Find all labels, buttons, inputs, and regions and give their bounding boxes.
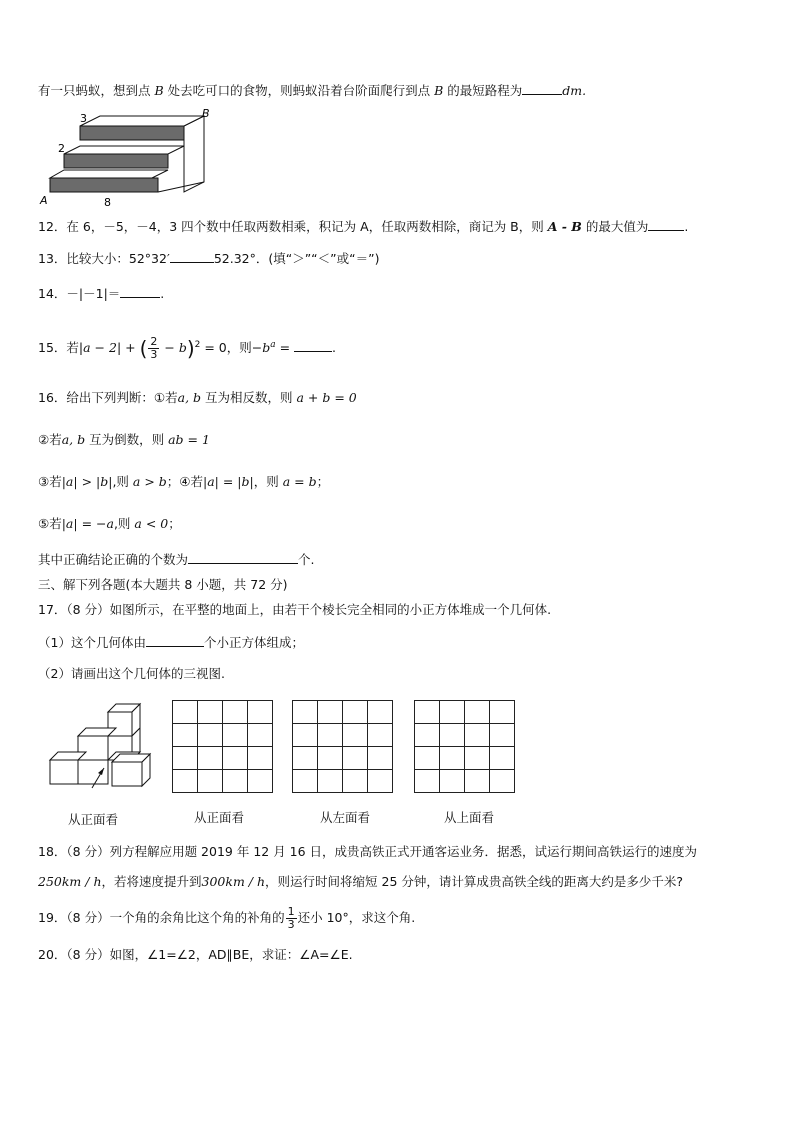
staircase-figure bbox=[34, 108, 224, 210]
label-8: 8 bbox=[104, 196, 111, 209]
answer-blank bbox=[146, 634, 204, 647]
grid-top-view[interactable] bbox=[414, 700, 515, 793]
grid-front-view[interactable] bbox=[172, 700, 273, 793]
label-b: B bbox=[202, 108, 210, 120]
q20-text: 20．（8 分）如图，∠1=∠2，AD∥BE，求证：∠A=∠E. bbox=[38, 947, 353, 962]
q17-text: 17．（8 分）如图所示，在平整的地面上，由若干个棱长完全相同的小正方体堆成一个几何体. bbox=[38, 602, 552, 617]
q11-text: 有一只蚂蚁，想到点 B 处去吃可口的食物，则蚂蚁沿着台阶面爬行到点 B 的最短路程为 dm. bbox=[38, 83, 587, 98]
q15-text: 15．若|a − 2| + ( $\frac{2}{3}$ − b)$^2$ = 0，则$-b^a$ = . bbox=[38, 335, 337, 362]
q16-conclusion: 其中正确结论正确的个数为 个. bbox=[38, 552, 315, 567]
answer-blank bbox=[188, 551, 298, 564]
q17-part1: （1）这个几何体由 个小正方体组成； bbox=[38, 635, 304, 650]
answer-blank bbox=[120, 285, 160, 298]
q14-text: 14．－|－1|＝ . bbox=[38, 286, 165, 301]
q17-part2: （2）请画出这个几何体的三视图. bbox=[38, 666, 225, 681]
q16-line5: ⑤若|a| = −a,则 a < 0； bbox=[38, 516, 181, 531]
label-3: 3 bbox=[80, 112, 87, 125]
answer-blank bbox=[294, 339, 332, 352]
answer-blank bbox=[522, 82, 562, 95]
q18-line1: 18．（8 分）列方程解应用题 2019 年 12 月 16 日，成贵高铁正式开通客运业务．据悉，试运行期间高铁运行的速度为 bbox=[38, 844, 698, 859]
q16-line1: 16．给出下列判断：①若a, b 互为相反数，则 a + b = 0 bbox=[38, 390, 357, 405]
label-2: 2 bbox=[58, 142, 65, 155]
q16-line3: ③若|a| > |b|,则 a > b；④若|a| = |b|，则 a = b； bbox=[38, 474, 330, 489]
q19-text: 19．（8 分）一个角的余角比这个角的补角的 $\frac{1}{3}$ 还小 10°，求这个角. bbox=[38, 905, 416, 931]
q16-line2: ②若a, b 互为倒数，则 ab = 1 bbox=[38, 432, 210, 447]
fraction-1-3: $\frac{1}{3}$ bbox=[287, 905, 295, 931]
caption-front: 从正面看 bbox=[194, 810, 245, 825]
caption-solid: 从正面看 bbox=[68, 812, 119, 827]
grid-left-view[interactable] bbox=[292, 700, 393, 793]
answer-blank bbox=[648, 218, 684, 231]
q12-text: 12．在 6，－5，－4，3 四个数中任取两数相乘，积记为 A，任取两数相除，商记为 B，则 A - B 的最大值为 . bbox=[38, 219, 689, 234]
caption-left: 从左面看 bbox=[320, 810, 371, 825]
answer-blank bbox=[170, 250, 214, 263]
q13-text: 13．比较大小：52°32′ 52.32°．(填“＞”“＜”或“＝”) bbox=[38, 251, 380, 266]
caption-top: 从上面看 bbox=[444, 810, 495, 825]
section-heading: 三、解下列各题(本大题共 8 小题，共 72 分) bbox=[38, 577, 288, 592]
label-a: A bbox=[40, 194, 48, 207]
q18-line2: 250km / h，若将速度提升到300km / h，则运行时间将缩短 25 分钟，请计算成贵高铁全线的距离大约是多少千米? bbox=[38, 874, 684, 889]
cube-solid-figure bbox=[46, 700, 156, 802]
fraction-2-3: $\frac{2}{3}$ bbox=[150, 335, 158, 362]
